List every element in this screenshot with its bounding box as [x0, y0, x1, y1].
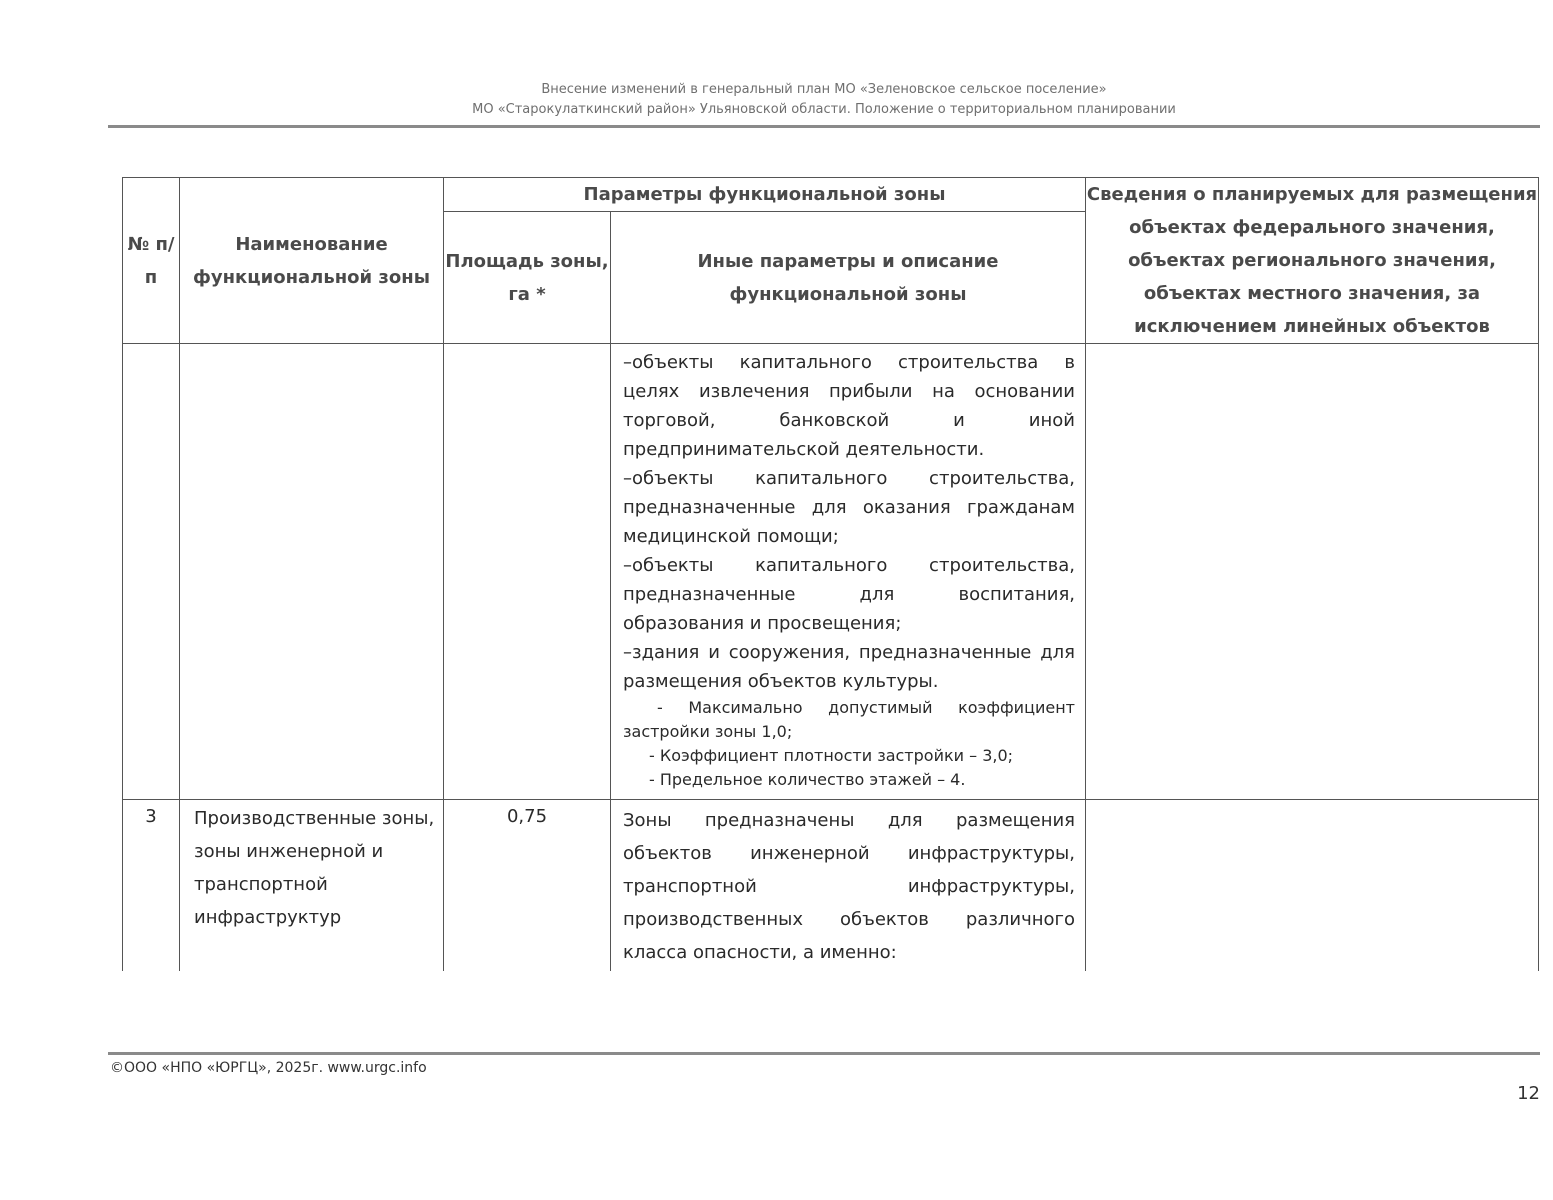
- cell-info: [1086, 800, 1539, 972]
- footer-copyright: ©ООО «НПО «ЮРГЦ», 2025г. www.urgc.info: [110, 1060, 427, 1076]
- zone-name: Производственные зоны, зоны инженерной и транспортной инфраструктур: [194, 808, 435, 928]
- zones-table: [122, 177, 1539, 971]
- page-number: 12: [1517, 1083, 1540, 1104]
- description-paragraph: –объекты капитального строительства, предназначенные для оказания гражданам медицинской помощи;: [623, 468, 1075, 547]
- cell-name: [180, 800, 444, 972]
- cell-area: 0,75: [444, 800, 611, 972]
- description-paragraph: –здания и сооружения, предназначенные для размещения объектов культуры.: [623, 642, 1075, 692]
- cell-area: [444, 344, 611, 800]
- parameter-line: - Предельное количество этажей – 4.: [649, 770, 966, 789]
- header-area: Площадь зоны, га *: [444, 212, 611, 344]
- cell-info: [1086, 344, 1539, 800]
- parameter-line: - Коэффициент плотности застройки – 3,0;: [649, 746, 1014, 765]
- header-params-group: Параметры функциональной зоны: [444, 178, 1086, 212]
- header-line-1: Внесение изменений в генеральный план МО «Зеленовское сельское поселение»: [541, 82, 1107, 97]
- cell-num: [123, 344, 180, 800]
- header-line-2: МО «Старокулаткинский район» Ульяновской области. Положение о территориальном планировании: [472, 102, 1176, 117]
- page-header: [108, 80, 1540, 120]
- parameter-line: - Максимально допустимый коэффициент застройки зоны 1,0;: [623, 698, 1075, 741]
- cell-num: 3: [123, 800, 180, 972]
- description-paragraph: Зоны предназначены для размещения объектов инженерной инфраструктуры, транспортной инфраструктуры, производственных объектов различного класса опасности, а именно:: [623, 810, 1075, 963]
- cell-description: [611, 800, 1086, 972]
- cell-description: [611, 344, 1086, 800]
- footer-divider: [108, 1052, 1540, 1055]
- header-info: Сведения о планируемых для размещения объектах федерального значения, объектах регионального значения, объектах местного значения, за исключением линейных объектов: [1086, 178, 1539, 344]
- header-name: Наименование функциональной зоны: [180, 178, 444, 344]
- cell-name: [180, 344, 444, 800]
- description-paragraph: –объекты капитального строительства в целях извлечения прибыли на основании торговой, банковской и иной предпринимательской деятельности.: [623, 352, 1075, 460]
- header-num: № п/п: [123, 178, 180, 344]
- table-row: [123, 800, 1539, 972]
- description-paragraph: –объекты капитального строительства, предназначенные для воспитания, образования и просвещения;: [623, 555, 1075, 634]
- header-other-params: Иные параметры и описание функциональной зоны: [611, 212, 1086, 344]
- table-row: [123, 344, 1539, 800]
- header-divider: [108, 125, 1540, 128]
